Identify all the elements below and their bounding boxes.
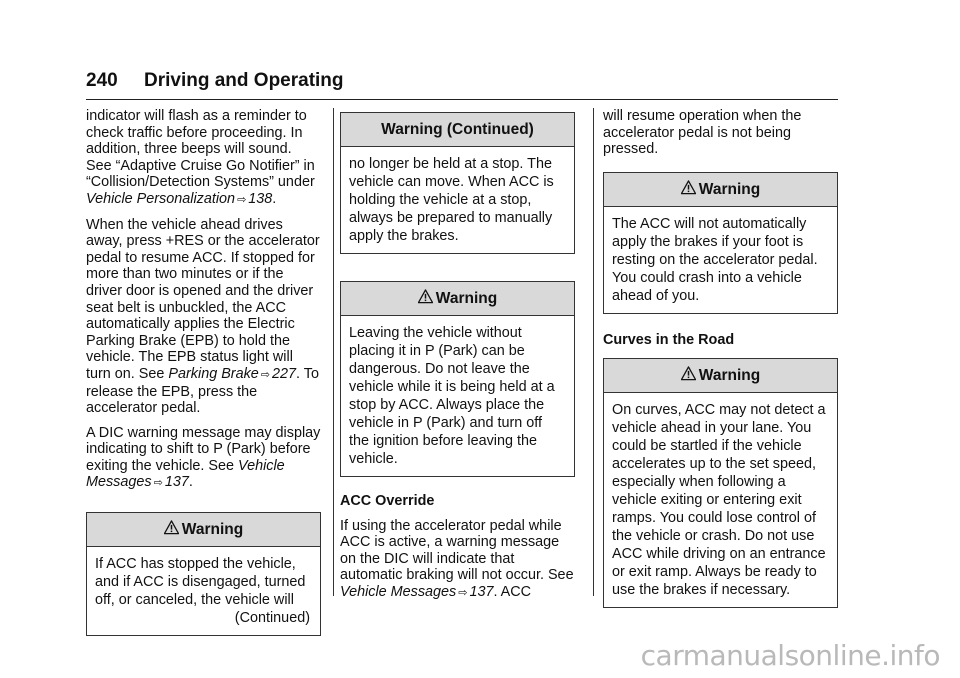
page-header (86, 70, 838, 100)
warning-icon (681, 366, 696, 381)
warning-box (603, 172, 838, 314)
warning-body: no longer be held at a stop. The vehicle can move. When ACC is holding the vehicle at a stop, always be prepared to manually apply the brakes. (349, 156, 554, 244)
paragraph (86, 217, 321, 417)
warning-body: The ACC will not automatically apply the brakes if your foot is resting on the accelerator pedal. You could crash into a vehicle ahead of you. (612, 215, 818, 304)
page-ref[interactable]: 227 (272, 365, 297, 382)
continued-label: (Continued) (234, 610, 310, 627)
warning-box (603, 358, 838, 608)
subsection-heading: Curves in the Road (603, 331, 735, 348)
page-ref-arrow-icon: ⇨ (458, 586, 468, 599)
warning-body: Leaving the vehicle without placing it in P (Park) can be dangerous. Do not leave the vehicle while it is being held at a stop by ACC. Always place the vehicle in P (Park) and turn off the ignition before leaving the vehicle. (349, 325, 555, 467)
page-number: 240 (86, 70, 118, 91)
page-ref[interactable]: 137 (164, 474, 189, 491)
column-divider (333, 108, 334, 596)
paragraph: will resume operation when the accelerator pedal is not being pressed. (603, 108, 802, 158)
warning-title: Warning (181, 521, 244, 539)
header-rule (86, 99, 838, 100)
warning-box (86, 512, 321, 636)
page-ref[interactable]: 137 (469, 583, 494, 600)
paragraph-text: . (272, 190, 277, 207)
warning-title: Warning (435, 290, 498, 307)
paragraph-text: . (188, 474, 193, 491)
column-2 (340, 108, 575, 610)
warning-header (87, 513, 320, 547)
paragraph (86, 108, 321, 209)
warning-continued-box (340, 112, 575, 254)
column-3 (603, 108, 838, 608)
warning-title: Warning (698, 367, 761, 385)
paragraph (86, 425, 321, 492)
warning-icon (418, 289, 433, 304)
paragraph-text: If using the accelerator pedal while ACC is active, a warning message on the DIC will indicate that automatic braking will not occur. See (340, 517, 574, 584)
warning-box (340, 281, 575, 477)
xref-link[interactable]: Vehicle Messages (86, 457, 285, 491)
warning-body (87, 547, 320, 635)
section-title: Driving and Operating (144, 70, 344, 91)
paragraph-text: A DIC warning message may display indicating to shift to P (Park) before exiting the vehicle. See (86, 424, 321, 474)
warning-title: Warning (698, 180, 761, 198)
paragraph-text: indicator will flash as a reminder to check traffic before proceeding. In addition, three beeps will sound. See “Adaptive Cruise Go Notifier” in “Collision/Detection Systems” under (86, 108, 315, 191)
warning-icon (164, 520, 179, 535)
warning-text: If ACC has stopped the vehicle, and if ACC is disengaged, turned off, or canceled, the vehicle will (95, 556, 306, 609)
warning-body: On curves, ACC may not detect a vehicle ahead in your lane. You could be startled if the vehicle accelerates up to the set speed, especially when following a vehicle exiting or entering exit ramps. You could lose control of the vehicle or crash. Do not use ACC while driving on an entrance or exit ramp. Always be ready to use the brakes if necessary. (612, 402, 826, 599)
page-ref-arrow-icon: ⇨ (260, 368, 271, 381)
page-ref[interactable]: 138 (248, 190, 273, 207)
column-divider (593, 108, 594, 596)
warning-header (341, 113, 574, 147)
xref-link[interactable]: Vehicle Messages (340, 583, 457, 600)
warning-header (604, 173, 837, 207)
warning-header (341, 282, 574, 316)
paragraph-text: . To release the EPB, press the accelerator pedal. (86, 365, 319, 417)
warning-icon (681, 180, 696, 195)
xref-link[interactable]: Parking Brake (168, 365, 259, 382)
page-ref-arrow-icon: ⇨ (153, 477, 163, 490)
warning-title: Warning (Continued) (381, 121, 534, 138)
paragraph-text: When the vehicle ahead drives away, press +RES or the accelerator pedal to resume ACC. If stopped for more than two minutes or if the driver door is opened and the driver seat belt is unbuckled, the ACC automatically applies the Electric Parking Brake (EPB) to hold the vehicle. The EPB status light will turn on. See (86, 216, 320, 382)
paragraph (340, 518, 575, 602)
page-ref-arrow-icon: ⇨ (237, 193, 247, 206)
watermark: carmanualsonline.info (640, 639, 940, 672)
xref-link[interactable]: Vehicle Personalization (86, 190, 236, 207)
subsection-heading: ACC Override (340, 493, 435, 509)
column-1 (86, 108, 321, 636)
paragraph-text: . ACC (493, 583, 532, 600)
warning-header (604, 359, 837, 393)
